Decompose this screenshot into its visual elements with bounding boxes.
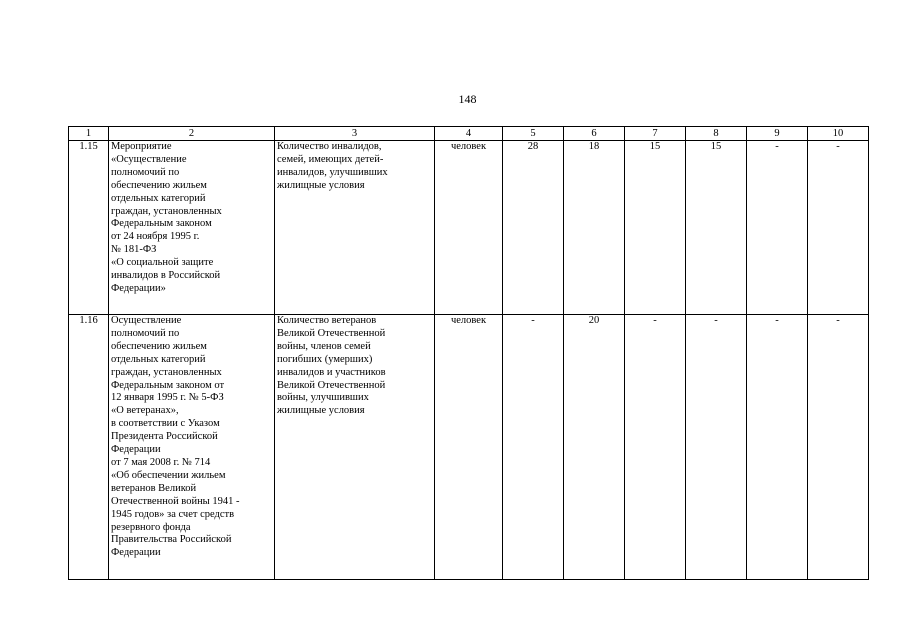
value-cell: 28 — [503, 141, 564, 315]
text-line: Осуществление — [111, 315, 182, 326]
text-line: отдельных категорий — [111, 192, 206, 204]
text-line: жилищные условия — [277, 179, 365, 191]
value-cell: - — [503, 315, 564, 580]
unit-cell: человек — [435, 141, 503, 315]
indicator-description — [275, 141, 435, 315]
text-line: погибших (умерших) — [277, 353, 373, 365]
text-line: Федерации — [111, 444, 161, 456]
text-line: № 181-ФЗ — [111, 244, 157, 256]
text-line: резервного фонда — [111, 521, 191, 533]
event-description — [109, 141, 275, 315]
row-number: 1.15 — [69, 141, 109, 315]
text-line: войны, членов семей — [277, 340, 371, 352]
value-cell: 15 — [625, 141, 686, 315]
text-line: инвалидов, улучшивших — [277, 166, 388, 178]
text-line: войны, улучшивших — [277, 392, 369, 404]
text-line: «О ветеранах», — [111, 405, 179, 417]
text-line: Президента Российской — [111, 431, 218, 443]
text-line: полномочий по — [111, 166, 180, 178]
value-cell: - — [625, 315, 686, 580]
value-cell: - — [808, 141, 869, 315]
header-cell: 8 — [686, 127, 747, 141]
text-line: Федерации» — [111, 282, 166, 294]
text-line: «О социальной защите — [111, 257, 214, 269]
indicator-description — [275, 315, 435, 580]
text-line: граждан, установленных — [111, 205, 222, 217]
row-number: 1.16 — [69, 315, 109, 580]
text-line: инвалидов и участников — [277, 366, 386, 378]
text-line: Количество ветеранов — [277, 315, 377, 326]
text-line: «Об обеспечении жильем — [111, 469, 226, 481]
text-line: отдельных категорий — [111, 353, 206, 365]
text-line: граждан, установленных — [111, 366, 222, 378]
text-line: Великой Отечественной — [277, 379, 386, 391]
text-line: от 24 ноября 1995 г. — [111, 231, 200, 243]
header-cell: 4 — [435, 127, 503, 141]
value-cell: - — [747, 315, 808, 580]
table-row — [69, 141, 869, 315]
text-line: Количество инвалидов, — [277, 141, 382, 152]
value-cell: - — [808, 315, 869, 580]
header-row — [69, 127, 869, 141]
value-cell: - — [686, 315, 747, 580]
page-number: 148 — [458, 92, 477, 106]
header-cell: 5 — [503, 127, 564, 141]
header-cell: 6 — [564, 127, 625, 141]
header-cell: 3 — [275, 127, 435, 141]
text-line: обеспечению жильем — [111, 340, 207, 352]
text-line: семей, имеющих детей- — [277, 153, 384, 165]
header-cell: 2 — [109, 127, 275, 141]
text-line: от 7 мая 2008 г. № 714 — [111, 456, 211, 468]
header-cell: 7 — [625, 127, 686, 141]
text-line: Федеральным законом — [111, 218, 212, 230]
text-line: ветеранов Великой — [111, 482, 197, 494]
value-cell: - — [747, 141, 808, 315]
header-cell: 10 — [808, 127, 869, 141]
text-line: Федерации — [111, 547, 161, 559]
text-line: «Осуществление — [111, 153, 187, 165]
event-description — [109, 315, 275, 580]
text-line: 12 января 1995 г. № 5-ФЗ — [111, 392, 224, 404]
text-line: Правительства Российской — [111, 534, 232, 546]
text-line: обеспечению жильем — [111, 179, 207, 191]
header-cell: 1 — [69, 127, 109, 141]
value-cell: 18 — [564, 141, 625, 315]
text-line: в соответствии с Указом — [111, 418, 220, 430]
unit-cell: человек — [435, 315, 503, 580]
value-cell: 20 — [564, 315, 625, 580]
text-line: полномочий по — [111, 327, 180, 339]
text-line: жилищные условия — [277, 405, 365, 417]
data-table — [68, 126, 869, 580]
text-line: Великой Отечественной — [277, 327, 386, 339]
text-line: инвалидов в Российской — [111, 270, 221, 282]
table-row — [69, 315, 869, 580]
text-line: Федеральным законом от — [111, 379, 225, 391]
text-line: Отечественной войны 1941 - — [111, 495, 240, 507]
value-cell: 15 — [686, 141, 747, 315]
text-line: 1945 годов» за счет средств — [111, 508, 235, 520]
header-cell: 9 — [747, 127, 808, 141]
text-line: Мероприятие — [111, 141, 172, 152]
